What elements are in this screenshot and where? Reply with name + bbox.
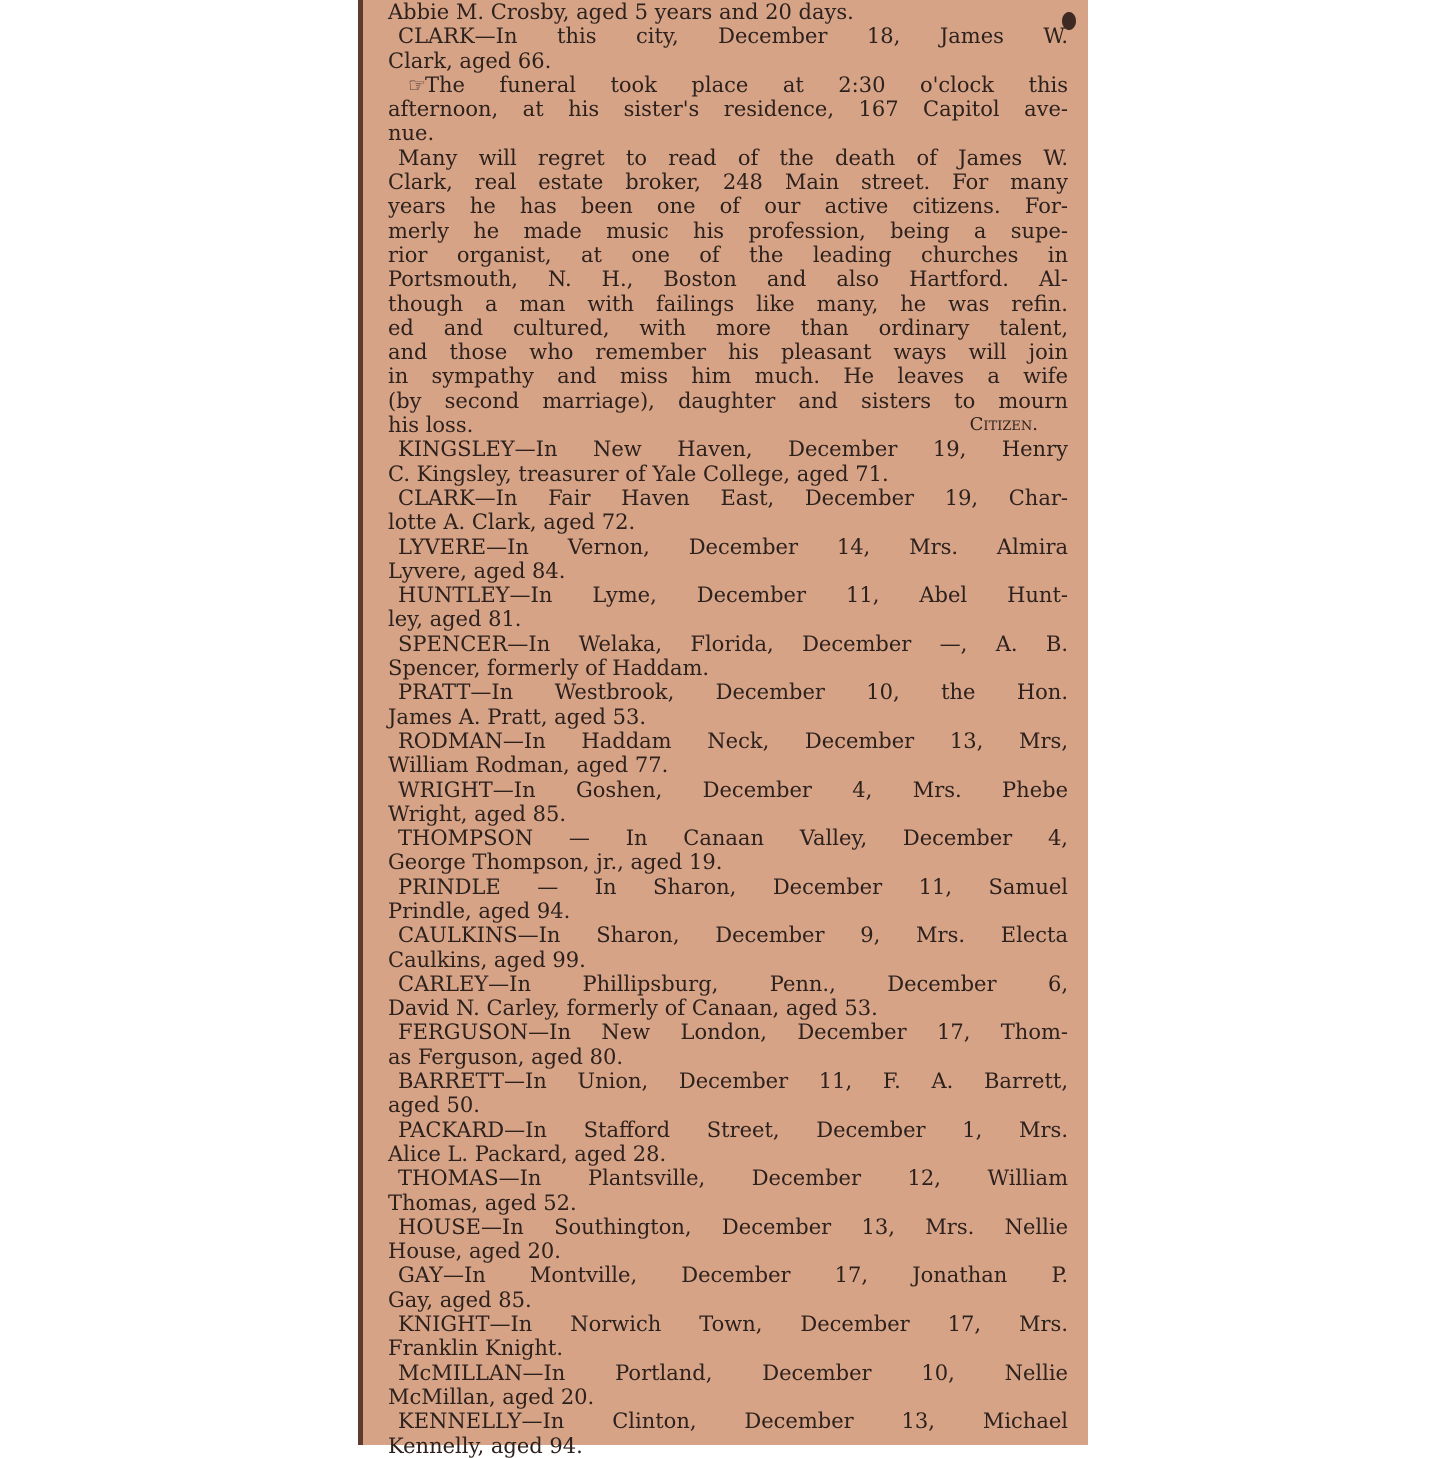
death-notice-first-line: PRATT—In Westbrook, December 10, the Hon. <box>398 680 1068 705</box>
death-notice-second-line: Gay, aged 85. <box>388 1287 532 1312</box>
death-notice-second-line: Caulkins, aged 99. <box>388 947 586 972</box>
clark-james-heading: CLARK—In this city, December 18, James W. <box>398 24 1068 49</box>
tribute-last-line <box>388 413 1068 437</box>
death-notice-second-line: David N. Carley, formerly of Canaan, aged 53. <box>388 996 878 1021</box>
tribute-line: (by second marriage), daughter and sisters to mourn <box>388 388 1068 413</box>
death-notice <box>388 1361 1068 1410</box>
signature: Citizen. <box>969 414 1038 436</box>
death-notice-second-line: George Thompson, jr., aged 19. <box>388 850 723 875</box>
funeral-line-1 <box>388 73 1068 97</box>
funeral-line-3: nue. <box>388 121 435 146</box>
pointing-hand-icon: ☞ <box>408 72 425 97</box>
death-notice <box>388 1263 1068 1312</box>
death-notice-first-line: FERGUSON—In New London, December 17, Thom- <box>398 1020 1068 1045</box>
death-notice-first-line: CLARK—In Fair Haven East, December 19, Char- <box>398 485 1068 510</box>
death-notice-second-line: Thomas, aged 52. <box>388 1190 577 1215</box>
death-notice-second-line: McMillan, aged 20. <box>388 1384 595 1409</box>
tribute-line: merly he made music his profession, being a supe- <box>388 218 1068 243</box>
death-notice <box>388 972 1068 1021</box>
death-notice <box>388 1069 1068 1118</box>
death-notice-second-line: ley, aged 81. <box>388 607 522 632</box>
tribute-line: Clark, real estate broker, 248 Main street. For many <box>388 170 1068 195</box>
tribute-paragraph <box>388 146 1068 413</box>
death-notice-second-line: lotte A. Clark, aged 72. <box>388 510 636 535</box>
death-notice-first-line: HOUSE—In Southington, December 13, Mrs. Nellie <box>398 1214 1068 1239</box>
tribute-line: years he has been one of our active citizens. For- <box>388 194 1068 219</box>
death-notice-second-line: House, aged 20. <box>388 1239 561 1264</box>
clipping-torn-edge <box>358 0 363 1445</box>
death-notice-second-line: William Rodman, aged 77. <box>388 753 669 778</box>
death-notice <box>388 875 1068 924</box>
death-notice <box>388 632 1068 681</box>
death-notice <box>388 535 1068 584</box>
death-notice-second-line: aged 50. <box>388 1093 480 1118</box>
newspaper-clipping <box>358 0 1088 1458</box>
tribute-line: in sympathy and miss him much. He leaves a wife <box>388 364 1068 389</box>
death-notice <box>388 1020 1068 1069</box>
death-notice <box>388 437 1068 486</box>
death-notices-list <box>388 437 1068 1457</box>
death-notice-second-line: James A. Pratt, aged 53. <box>388 704 647 729</box>
death-notice-first-line: KINGSLEY—In New Haven, December 19, Henry <box>398 437 1068 462</box>
death-notice <box>388 1166 1068 1215</box>
death-notice-first-line: CAULKINS—In Sharon, December 9, Mrs. Electa <box>398 923 1068 948</box>
tribute-line: ed and cultured, with more than ordinary talent, <box>388 315 1068 340</box>
death-notice <box>388 778 1068 827</box>
death-notice-second-line: Spencer, formerly of Haddam. <box>388 656 710 681</box>
tribute-last-text: his loss. <box>388 413 474 438</box>
death-notice-second-line: Kennelly, aged 94. <box>388 1433 583 1458</box>
death-notice-first-line: RODMAN—In Haddam Neck, December 13, Mrs, <box>398 728 1068 753</box>
death-notice <box>388 923 1068 972</box>
tribute-line: and those who remember his pleasant ways will join <box>388 340 1068 365</box>
death-notice-first-line: BARRETT—In Union, December 11, F. A. Barrett, <box>398 1069 1068 1094</box>
funeral-line-1-text: The funeral took place at 2:30 o'clock this <box>424 72 1068 97</box>
clark-james-cont: Clark, aged 66. <box>388 48 552 73</box>
death-notice-first-line: CARLEY—In Phillipsburg, Penn., December 6, <box>398 971 1068 996</box>
crosby-line: Abbie M. Crosby, aged 5 years and 20 days. <box>388 0 854 24</box>
death-notice-first-line: McMILLAN—In Portland, December 10, Nellie <box>398 1360 1068 1385</box>
funeral-line-2: afternoon, at his sister's residence, 167 Capitol ave- <box>388 97 1068 122</box>
death-notice-first-line: GAY—In Montville, December 17, Jonathan P. <box>398 1263 1068 1288</box>
death-notice <box>388 826 1068 875</box>
death-notice <box>388 1215 1068 1264</box>
death-notice-first-line: HUNTLEY—In Lyme, December 11, Abel Hunt- <box>398 583 1068 608</box>
death-notice <box>388 1118 1068 1167</box>
death-notice <box>388 680 1068 729</box>
death-notice-first-line: PACKARD—In Stafford Street, December 1, Mrs. <box>398 1117 1068 1142</box>
death-notice-first-line: PRINDLE — In Sharon, December 11, Samuel <box>398 874 1068 899</box>
tribute-line: Portsmouth, N. H., Boston and also Hartford. Al- <box>388 267 1068 292</box>
death-notice <box>388 486 1068 535</box>
death-notice-first-line: KENNELLY—In Clinton, December 13, Michael <box>398 1409 1068 1434</box>
obituary-column <box>388 0 1068 1458</box>
death-notice-second-line: as Ferguson, aged 80. <box>388 1044 624 1069</box>
death-notice-second-line: Franklin Knight. <box>388 1336 564 1361</box>
tribute-line: rior organist, at one of the leading churches in <box>388 242 1068 267</box>
death-notice-first-line: SPENCER—In Welaka, Florida, December —, A. B. <box>398 631 1068 656</box>
tribute-line: though a man with failings like many, he was refin. <box>388 291 1068 316</box>
death-notice-first-line: WRIGHT—In Goshen, December 4, Mrs. Phebe <box>398 777 1068 802</box>
death-notice-second-line: Lyvere, aged 84. <box>388 558 566 583</box>
death-notice-second-line: Alice L. Packard, aged 28. <box>388 1141 667 1166</box>
death-notice-second-line: C. Kingsley, treasurer of Yale College, aged 71. <box>388 461 889 486</box>
death-notice-first-line: LYVERE—In Vernon, December 14, Mrs. Almira <box>398 534 1068 559</box>
death-notice <box>388 1409 1068 1458</box>
death-notice <box>388 1312 1068 1361</box>
death-notice <box>388 729 1068 778</box>
death-notice-first-line: THOMPSON — In Canaan Valley, December 4, <box>398 826 1068 851</box>
death-notice-second-line: Wright, aged 85. <box>388 801 567 826</box>
death-notice <box>388 583 1068 632</box>
death-notice-second-line: Prindle, aged 94. <box>388 898 571 923</box>
death-notice-first-line: KNIGHT—In Norwich Town, December 17, Mrs. <box>398 1312 1068 1337</box>
tribute-line: Many will regret to read of the death of James W. <box>398 145 1068 170</box>
death-notice-first-line: THOMAS—In Plantsville, December 12, William <box>398 1166 1068 1191</box>
